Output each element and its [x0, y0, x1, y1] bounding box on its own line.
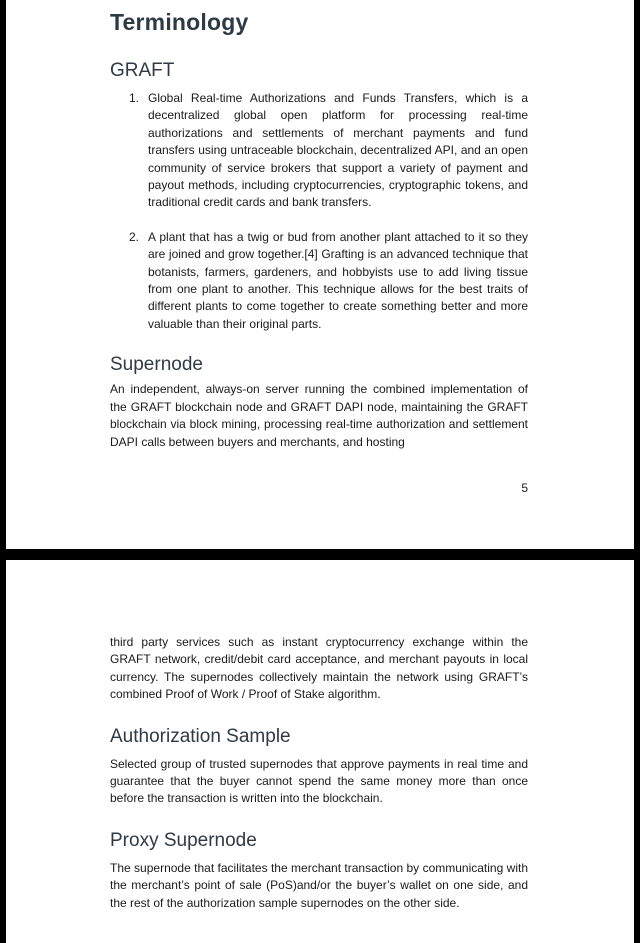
list-number: 2. [129, 229, 140, 244]
page-title: Terminology [110, 9, 249, 35]
graft-definition-1-text: Global Real-time Authorizations and Funds Transfers, which is a decentralized global open platform for processing real-time authorizations and settlements of merchant payments and fund transfers using untraceable blockchain, decentralized API, and an open community of service brokers that support a variety of payment and payout methods, including cryptocurrencies, cryptographic tokens, and traditional credit cards and bank transfers. [148, 91, 528, 210]
graft-definition-1 [110, 90, 528, 212]
page-number: 5 [521, 481, 528, 495]
proxy-supernode-text: The supernode that facilitates the merchant transaction by communicating with the merchant’s point of sale (PoS)and/or the buyer’s wallet on one side, and the rest of the authorization sample supernodes on the other side. [110, 860, 528, 910]
supernode-text: An independent, always-on server running the combined implementation of the GRAFT blockchain node and GRAFT DAPI node, maintaining the GRAFT blockchain via block mining, processing real-time authorization and settlement DAPI calls between buyers and merchants, and hosting [110, 382, 528, 449]
list-number: 1. [129, 91, 140, 105]
page-content [110, 634, 528, 912]
document-page-6 [6, 560, 634, 943]
proxy-supernode-heading: Proxy Supernode [110, 829, 257, 851]
graft-definition-2 [110, 229, 528, 333]
supernode-text-continued: third party services such as instant cryptocurrency exchange within the GRAFT network, credit/debit card acceptance, and merchant payouts in local currency. The supernodes collectively maintain the network using GRAFT’s combined Proof of Work / Proof of Stake algorithm. [110, 635, 528, 702]
document-page-5 [6, 0, 634, 549]
graft-definition-2-text: A plant that has a twig or bud from another plant attached to it so they are joined and grow together.[4] Grafting is an advanced technique that botanists, farmers, gardeners, and hobbyists use to add living tissue from one plant to another. This technique allows for the best traits of different plants to come together to create something better and more valuable than their original parts. [148, 229, 528, 331]
supernode-heading: Supernode [110, 354, 203, 376]
graft-heading: GRAFT [110, 60, 175, 81]
page-content [110, 6, 528, 451]
authorization-sample-heading: Authorization Sample [110, 725, 291, 747]
authorization-sample-text: Selected group of trusted supernodes that approve payments in real time and guarantee that the buyer cannot spend the same money more than once before the transaction is written into the blockchain. [110, 756, 528, 806]
